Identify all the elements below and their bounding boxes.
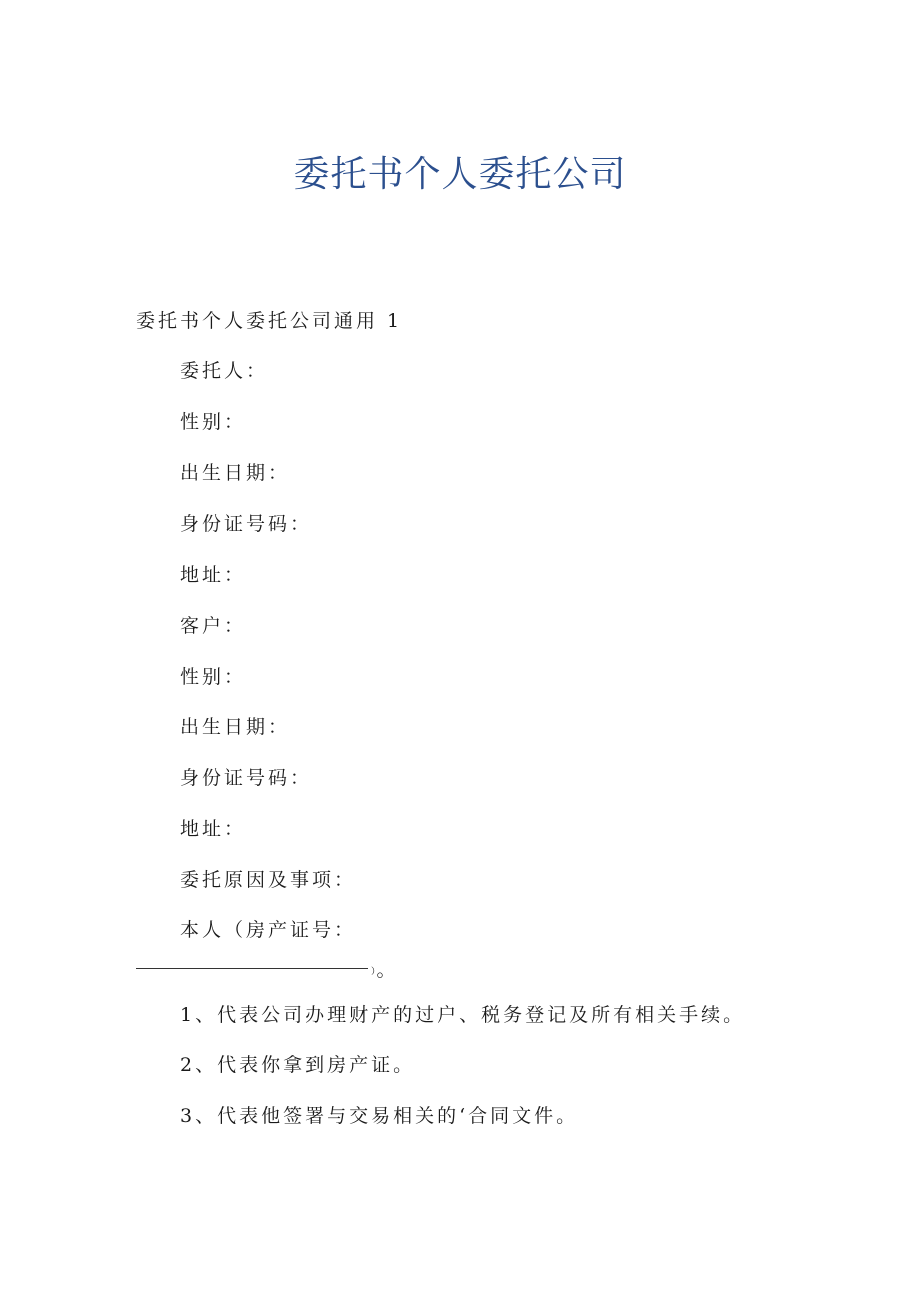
field-address-client: 地址： — [180, 818, 247, 840]
field-address-principal: 地址： — [180, 564, 247, 586]
field-gender-client: 性别： — [180, 666, 247, 688]
closing-period: 。 — [376, 959, 397, 981]
blank-tail — [371, 958, 397, 984]
field-id-number-client: 身份证号码： — [180, 767, 313, 789]
list-item: 1、代表公司办理财产的过户、税务登记及所有相关手续。 — [180, 1004, 746, 1026]
field-principal: 委托人： — [180, 360, 269, 382]
field-birthdate-client: 出生日期： — [180, 716, 291, 738]
field-client: 客户： — [180, 615, 247, 637]
document-title: 委托书个人委托公司 — [293, 154, 627, 195]
document-subtitle: 委托书个人委托公司通用 1 — [136, 310, 403, 332]
field-reason: 委托原因及事项： — [180, 869, 357, 891]
field-property-cert: 本人（房产证号： — [180, 919, 357, 941]
field-id-number-principal: 身份证号码： — [180, 513, 313, 535]
list-item: 2、代表你拿到房产证。 — [180, 1054, 416, 1076]
closing-paren: ） — [371, 967, 377, 977]
list-item: 3、代表他签署与交易相关的‘合同文件。 — [180, 1105, 579, 1127]
field-gender-principal: 性别： — [180, 411, 247, 433]
fill-in-blank-line — [136, 968, 368, 969]
field-birthdate-principal: 出生日期： — [180, 462, 291, 484]
